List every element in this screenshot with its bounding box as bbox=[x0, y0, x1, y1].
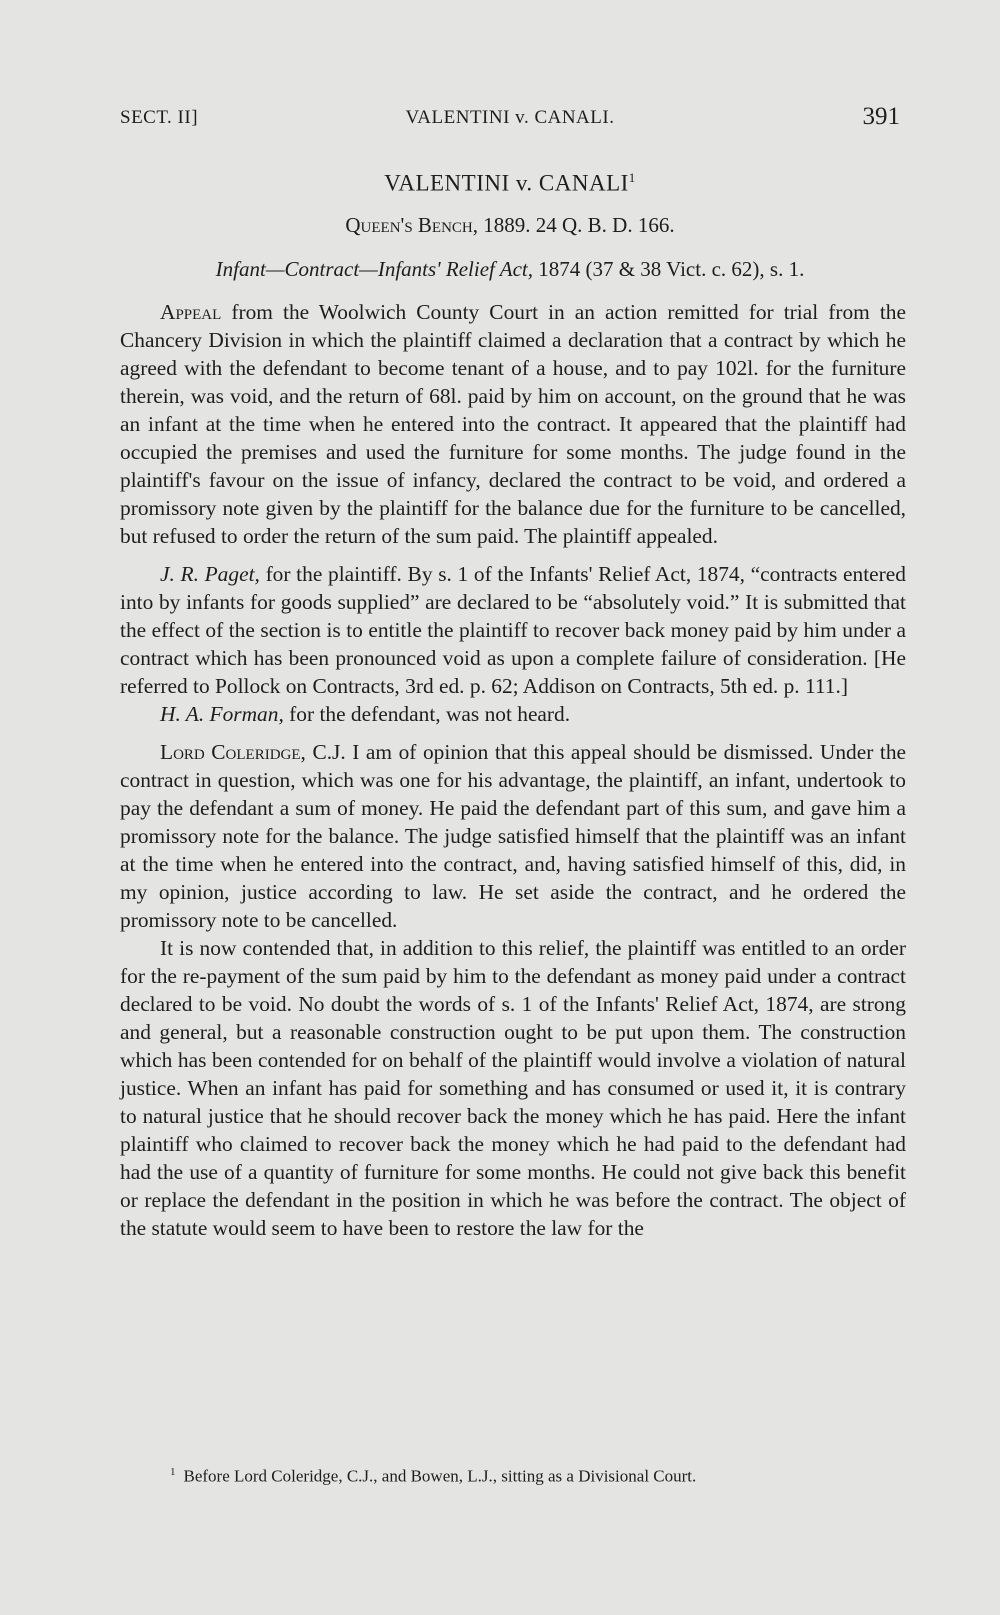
paragraph-text: for the defendant, was not heard. bbox=[289, 702, 571, 726]
footnote-ref: 1 bbox=[628, 170, 636, 185]
headnote-topic: Infant—Contract—Infants' Relief Act, bbox=[215, 257, 533, 281]
page-number: 391 bbox=[862, 103, 900, 130]
running-case-title: VALENTINI v. CANALI. bbox=[405, 107, 615, 128]
paragraph-defendant-counsel bbox=[120, 700, 906, 728]
headnote-citation: 1874 (37 & 38 Vict. c. 62), s. 1. bbox=[538, 257, 805, 281]
footnote bbox=[170, 1466, 900, 1487]
judge-name: Lord Coleridge, bbox=[160, 740, 306, 764]
section-label: SECT. II] bbox=[120, 107, 199, 128]
counsel-name: J. R. Paget, bbox=[160, 562, 260, 586]
report-body bbox=[120, 298, 906, 1242]
paragraph-text: C.J. I am of opinion that this appeal should be dismissed. Under the contract in question, which was one for his advantage, the plaintiff, an infant, undertook to pay the defendant a sum of money. He paid the defendant part of this sum, and gave him a promissory note for the balance. The judge satisfied himself that the plaintiff was an infant at the time when he entered into the contract, and, having satisfied himself of this, did, in my opinion, justice according to law. He set aside the contract, and he ordered the promissory note to be cancelled. bbox=[120, 740, 907, 932]
paragraph-judgment bbox=[120, 738, 906, 934]
case-title bbox=[120, 170, 900, 197]
paragraph-text: for the plaintiff. By s. 1 of the Infants' Relief Act, 1874, “contracts entered into by infants for goods supplied” are declared to be “absolutely void.” It is submitted that the effect of the section is to entitle the plaintiff to recover back money paid by him under a contract which has been pronounced void as upon a complete failure of consideration. [He referred to Pollock on Contracts, 3rd ed. p. 62; Addison on Contracts, 5th ed. p. 111.] bbox=[120, 562, 906, 698]
case-title-text: VALENTINI v. CANALI bbox=[384, 170, 629, 196]
headnote bbox=[120, 257, 900, 282]
paragraph-text: It is now contended that, in addition to this relief, the plaintiff was entitled to an order for the re-payment of the sum paid by him to the defendant as money paid under a contract declared to be void. No doubt the words of s. 1 of the Infants' Relief Act, 1874, are strong and general, but a reasonable construction ought to be put upon them. The construction which has been contended for on behalf of the plaintiff would involve a violation of natural justice. When an infant has paid for something and has consumed or used it, it is contrary to natural justice that he should recover back the money which he has paid. Here the infant plaintiff who claimed to recover back the money which he had paid to the defendant had had the use of a quantity of furniture for some months. He could not give back this benefit or replace the defendant in the position in which he was before the contract. The object of the statute would seem to have been to restore the law for the bbox=[120, 936, 906, 1240]
running-head bbox=[120, 103, 900, 133]
paragraph-plaintiff-counsel bbox=[120, 560, 906, 700]
footnote-marker: 1 bbox=[170, 1466, 176, 1478]
counsel-name: H. A. Forman, bbox=[160, 702, 284, 726]
paragraph-judgment-continued bbox=[120, 934, 906, 1242]
footnote-text: Before Lord Coleridge, C.J., and Bowen, L.J., sitting as a Divisional Court. bbox=[183, 1466, 697, 1486]
court-citation: Queen's Bench, 1889. 24 Q. B. D. 166. bbox=[345, 213, 675, 237]
paragraph-lead: Appeal bbox=[160, 300, 222, 324]
paragraph-text: from the Woolwich County Court in an action remitted for trial from the Chancery Division in which the plaintiff claimed a declaration that a contract by which he agreed with the defendant to become tenant of a house, and to pay 102l. for the furniture therein, was void, and the return of 68l. paid by him on account, on the ground that he was an infant at the time when he entered into the contract. It appeared that the plaintiff had occupied the premises and used the furniture for some months. The judge found in the plaintiff's favour on the issue of infancy, declared the contract to be void, and ordered a promissory note given by the plaintiff for the balance due for the furniture to be cancelled, but refused to order the return of the sum paid. The plaintiff appealed. bbox=[120, 300, 906, 548]
paragraph-appeal bbox=[120, 298, 906, 550]
